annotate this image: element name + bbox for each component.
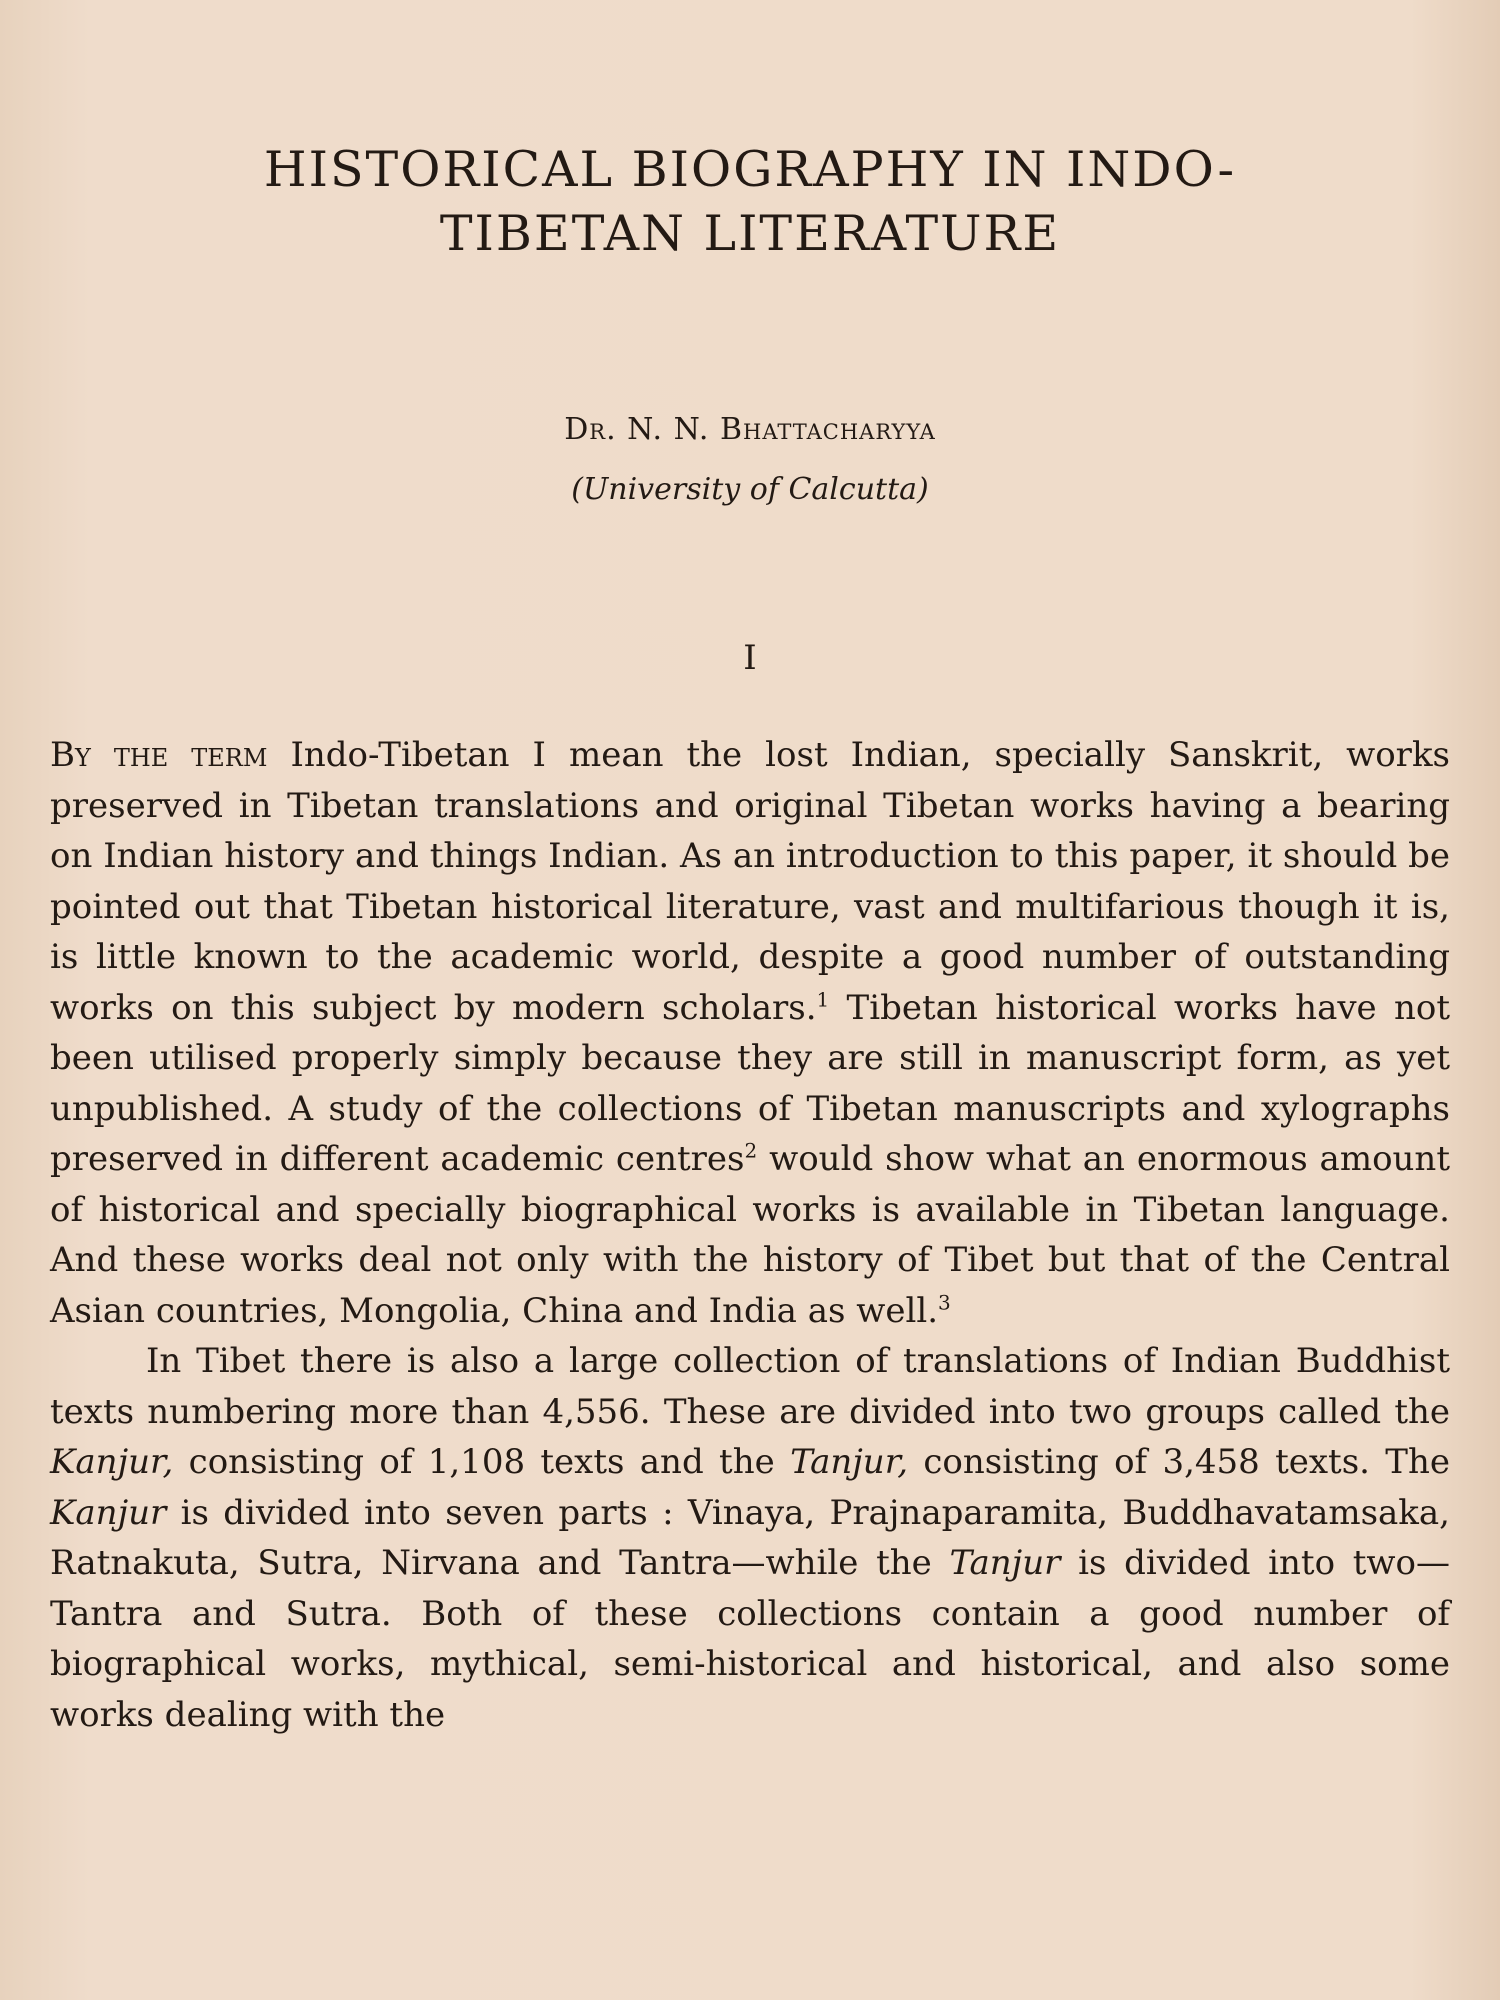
section-number: I bbox=[743, 638, 757, 678]
paragraph-1 bbox=[50, 730, 1450, 1336]
paragraph-1-text-b: Tibetan historical works have not been utilised properly simply because they are still in manuscript form, as yet unpublished. A study of the collections of Tibetan manuscripts and xylographs preserved in different academic centres bbox=[50, 987, 1450, 1179]
term-tanjur: Tanjur bbox=[949, 1543, 1061, 1583]
title-line-1: HISTORICAL BIOGRAPHY IN INDO- bbox=[263, 141, 1237, 198]
term-tanjur: Tanjur, bbox=[790, 1442, 909, 1482]
author-affiliation: (University of Calcutta) bbox=[571, 472, 929, 507]
paragraph-2-text-a: In Tibet there is also a large collection of translations of Indian Buddhist texts numbering more than 4,556. These are divided into two groups called the bbox=[50, 1341, 1450, 1432]
paragraph-2-text-d: is divided into seven parts : Vinaya, Prajnaparamita, Buddhavatamsaka, Ratnakuta, Sutra, Nirvana and Tantra—while the bbox=[50, 1492, 1450, 1583]
author-name: Dr. N. N. Bhattacharyya bbox=[564, 412, 936, 447]
paragraph-lead-in: By the term bbox=[50, 735, 268, 775]
term-kanjur: Kanjur, bbox=[50, 1442, 174, 1482]
paragraph-2-text-c: consisting of 3,458 texts. The bbox=[908, 1442, 1450, 1482]
footnote-ref-1: 1 bbox=[816, 987, 830, 1012]
paragraph-1-text-a: Indo-Tibetan I mean the lost Indian, specially Sanskrit, works preserved in Tibetan translations and original Tibetan works having a bearing on Indian history and things Indian. As an introduction to this paper, it should be pointed out that Tibetan historical literature, vast and multifarious though it is, is little known to the academic world, despite a good number of outstanding works on this subject by modern scholars. bbox=[50, 735, 1450, 1028]
article-body bbox=[50, 730, 1450, 1740]
term-kanjur: Kanjur bbox=[50, 1492, 167, 1533]
title-line-2: TIBETAN LITERATURE bbox=[439, 205, 1061, 262]
paragraph-2-text-b: consisting of 1,108 texts and the bbox=[173, 1442, 791, 1482]
footnote-ref-2: 2 bbox=[744, 1138, 758, 1163]
footnote-ref-3: 3 bbox=[938, 1290, 951, 1315]
paragraph-2 bbox=[50, 1336, 1450, 1740]
paragraph-2-text-e: is divided into two—Tantra and Sutra. Both of these collections contain a good number of biographical works, mythical, semi-historical and historical, and also some works dealing with the bbox=[50, 1543, 1450, 1735]
paragraph-1-text-c: would show what an enormous amount of historical and specially biographical works is available in Tibetan language. And these works deal not only with the history of Tibet but that of the Central Asian countries, Mongolia, China and India as well. bbox=[50, 1139, 1450, 1331]
article-title bbox=[120, 138, 1380, 266]
